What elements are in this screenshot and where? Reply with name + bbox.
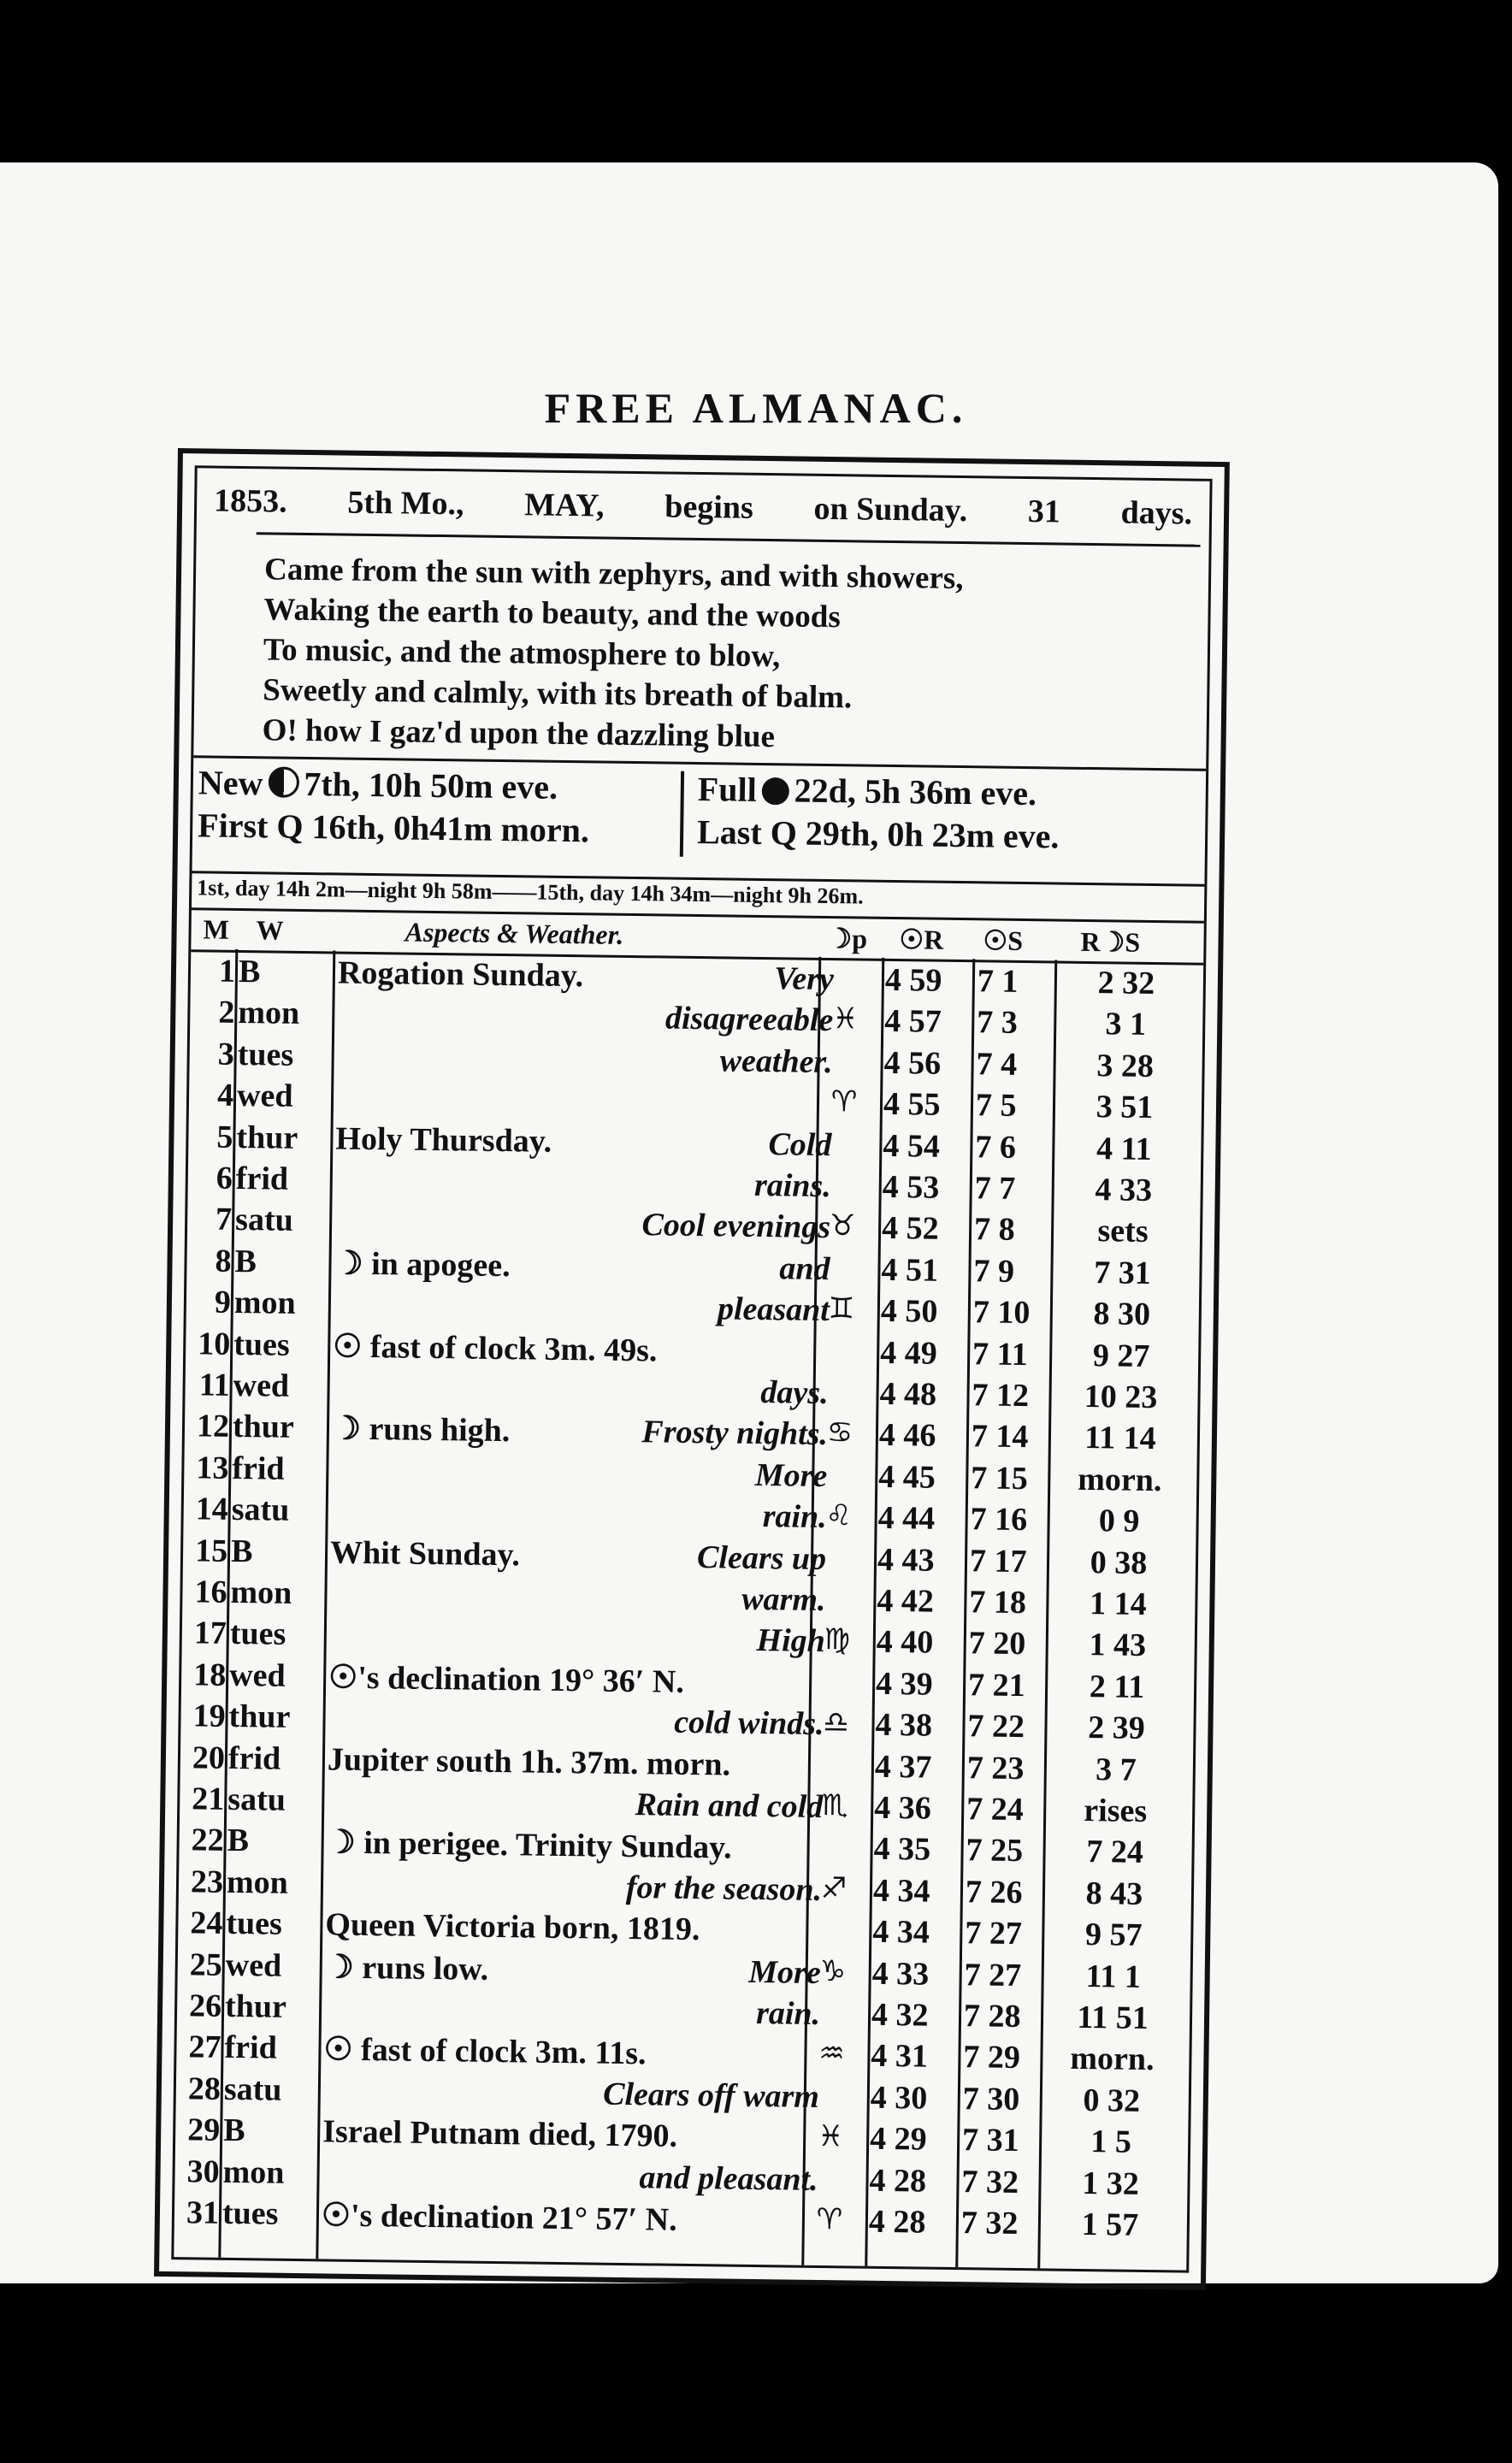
day-of-month: 12 [196,1408,230,1445]
moon-rises-sets: 11 14 [1084,1420,1156,1457]
poem-line: Came from the sun with zephyrs, and with showers, [263,552,964,597]
sun-sets: 7 25 [966,1832,1024,1869]
poem-line: Sweetly and calmly, with its breath of balm. [263,672,853,716]
full-moon-label: Full [697,769,758,809]
sun-rises: 4 48 [879,1375,937,1413]
aspect-note: ☽ in perigee. Trinity Sunday. [326,1824,732,1867]
aspect-note: ☉'s declination 19° 36′ N. [328,1659,685,1700]
moon-rises-sets: 3 1 [1105,1006,1147,1043]
day-of-week: tues [229,1615,286,1653]
zodiac-sign: ♋ [826,1415,853,1450]
sun-sets: 7 5 [975,1087,1017,1125]
sun-rises: 4 57 [884,1003,942,1041]
moon-rises-sets: 0 9 [1098,1503,1140,1540]
day-of-week: tues [237,1036,294,1073]
day-of-week: frid [235,1160,289,1197]
sun-rises: 4 37 [874,1748,932,1786]
zodiac-sign: ♈ [830,1084,858,1119]
new-moon-icon [268,766,298,797]
sun-rises: 4 36 [873,1789,932,1827]
weather-note: rain. [762,1498,827,1536]
day-of-week: satu [234,1202,294,1239]
header-moon-place: ☽p [827,922,868,954]
sun-sets: 7 14 [971,1418,1029,1456]
poem-line: Waking the earth to beauty, and the woods [263,592,842,635]
sun-rises: 4 31 [871,2038,929,2076]
header-moon-rises-sets: R☽S [1080,925,1141,958]
moon-rises-sets: 10 23 [1084,1378,1158,1416]
sun-rises: 4 38 [875,1706,933,1744]
zodiac-sign: ♓ [817,2119,844,2154]
sun-rises: 4 28 [869,2162,927,2200]
page-title: FREE ALMANAC. [544,384,968,432]
day-of-week: satu [227,1781,286,1818]
day-of-week: B [238,953,261,990]
aspect-note: ☽ runs high. [331,1410,511,1450]
sun-rises: 4 59 [884,961,942,999]
moon-rises-sets: 3 51 [1096,1089,1154,1126]
weather-note: rains. [753,1167,832,1205]
first-quarter [198,804,589,852]
sun-rises: 4 33 [871,1955,930,1993]
day-of-week: frid [232,1450,285,1487]
begins-day: on Sunday. [813,490,968,529]
day-of-week: thur [236,1119,298,1156]
zodiac-sign [811,1829,859,1830]
full-moon-icon [762,777,789,805]
moon-rises-sets: 9 57 [1084,1917,1143,1954]
day-of-week: wed [228,1657,286,1694]
moon-rises-sets: 1 57 [1081,2206,1139,2243]
day-of-month: 4 [216,1077,234,1114]
sun-rises: 4 49 [879,1334,937,1372]
moon-rises-sets: 11 1 [1085,1958,1142,1995]
day-of-month: 3 [217,1036,235,1072]
first-quarter-text: 16th, 0h41m morn. [311,807,590,850]
day-of-week: frid [227,1739,281,1777]
day-of-week: wed [233,1367,290,1404]
sun-sets: 7 8 [973,1211,1015,1249]
day-of-month: 23 [190,1863,224,1900]
day-of-week: B [222,2112,245,2149]
poem-line: O! how I gaz'd upon the dazzling blue [262,712,776,755]
sun-rises: 4 34 [872,1872,930,1910]
sun-rises: 4 53 [882,1168,940,1206]
moon-rises-sets: 1 43 [1089,1627,1147,1664]
moon-rises-sets: 2 32 [1097,965,1155,1002]
day-of-month: 28 [187,2070,221,2107]
day-of-month: 11 [198,1367,230,1403]
day-of-week: frid [224,2029,278,2067]
day-of-month: 19 [192,1698,226,1735]
sun-sets: 7 23 [966,1749,1025,1787]
sun-rises: 4 45 [878,1458,936,1496]
weather-note: More [754,1456,828,1494]
day-of-week: B [227,1822,250,1859]
sun-rises: 4 55 [883,1086,941,1123]
moon-rises-sets: 7 24 [1086,1834,1144,1871]
new-moon-text: 7th, 10h 50m eve. [304,764,558,806]
sun-sets: 7 10 [972,1294,1031,1332]
day-of-month: 29 [186,2112,221,2148]
weather-note: weather. [719,1042,833,1080]
sun-sets: 7 9 [973,1253,1015,1290]
sun-rises: 4 43 [877,1541,935,1579]
sun-rises: 4 40 [876,1624,934,1662]
day-of-week: wed [236,1078,293,1115]
sun-sets: 7 22 [967,1708,1025,1745]
year: 1853. [213,482,287,520]
sun-sets: 7 21 [967,1667,1025,1704]
sun-sets: 7 3 [977,1004,1019,1042]
day-of-week: satu [231,1491,290,1528]
sun-rises: 4 44 [877,1500,936,1537]
weather-note: Cold [768,1125,832,1163]
moon-rises-sets: 1 14 [1089,1586,1147,1622]
header-sun-sets: ☉S [983,924,1024,956]
moon-rises-sets: 4 11 [1096,1130,1152,1167]
aspect-note: ☽ runs low. [324,1948,489,1988]
sun-sets: 7 7 [974,1170,1016,1207]
weather-note: Cool evenings [641,1207,831,1246]
weather-note: Clears up [696,1539,827,1577]
weather-note: disagreeable [664,1000,834,1039]
sun-sets: 7 28 [963,1998,1021,2035]
day-of-week: mon [233,1285,296,1322]
sun-sets: 7 27 [964,1956,1022,1993]
zodiac-sign: ♈ [816,2201,843,2237]
sun-sets: 7 31 [961,2122,1019,2159]
zodiac-sign: ♊ [828,1291,855,1326]
day-of-month: 6 [216,1160,233,1196]
day-of-week: mon [230,1574,292,1611]
moon-rises-sets: 3 7 [1095,1751,1137,1788]
sun-rises: 4 29 [869,2120,927,2158]
aspect-note: Israel Putnam died, 1790. [322,2113,678,2154]
sun-rises: 4 46 [878,1417,936,1455]
last-quarter-label: Last Q [696,812,798,853]
weather-note: rain. [755,1995,821,2032]
sun-sets: 7 32 [960,2205,1019,2242]
moon-rises-sets: 9 27 [1092,1337,1150,1374]
zodiac-sign [812,1746,859,1747]
header-sun-rises: ☉R [899,924,944,955]
moon-rises-sets: rises [1084,1793,1148,1829]
moon-rises-sets: 8 30 [1093,1296,1151,1333]
day-of-month: 24 [190,1905,223,1942]
moon-phases [192,755,1206,886]
day-of-month: 22 [191,1822,224,1859]
zodiac-sign: ♑ [819,1953,847,1988]
sun-rises: 4 34 [872,1913,930,1951]
day-of-month: 16 [194,1574,227,1610]
weather-note: More [748,1953,822,1991]
sun-sets: 7 27 [965,1915,1023,1952]
day-of-month: 2 [218,995,235,1031]
aspect-note: ☉ fast of clock 3m. 11s. [323,2031,647,2072]
day-of-month: 8 [215,1243,232,1279]
weather-note: and [779,1250,830,1287]
aspect-note: ☉ fast of clock 3m. 49s. [332,1328,658,1369]
day-of-month: 21 [192,1781,225,1817]
sun-rises: 4 32 [871,1996,929,2034]
moon-rises-sets: 2 11 [1089,1668,1145,1705]
moon-rises-sets: 0 32 [1083,2082,1141,2119]
day-of-week: thur [232,1409,295,1446]
header-aspects: Aspects & Weather. [405,916,624,950]
moon-rises-sets: 8 43 [1085,1875,1143,1912]
day-of-week: tues [226,1905,283,1942]
last-quarter-text: 29th, 0h 23m eve. [805,813,1060,856]
aspect-note: Whit Sunday. [329,1534,521,1573]
weather-note: days. [760,1374,829,1412]
sun-rises: 4 30 [870,2079,928,2117]
moon-rises-sets: 11 51 [1077,1999,1149,2037]
day-of-month: 10 [198,1325,231,1362]
day-length: 1st, day 14h 2m—night 9h 58m——15th, day 14h 34m—night 9h 26m. [197,875,864,909]
day-of-month: 1 [218,953,236,989]
phases-right [697,768,1060,859]
last-quarter [697,811,1060,859]
sun-sets: 7 1 [977,963,1019,1000]
sun-sets: 7 15 [971,1460,1029,1497]
weather-note: Frosty nights. [641,1414,829,1453]
sun-rises: 4 56 [883,1044,942,1082]
sun-rises: 4 28 [868,2203,926,2241]
weather-note: Rain and cold [635,1787,824,1826]
zodiac-sign [818,1332,865,1333]
day-of-week: tues [233,1326,291,1363]
day-of-month: 20 [192,1739,226,1776]
day-of-week: satu [223,2070,282,2108]
day-of-month: 27 [188,2029,221,2066]
moon-rises-sets: 7 31 [1093,1254,1151,1291]
weather-note: Clears off warm [602,2076,820,2115]
zodiac-sign [812,1664,860,1665]
moon-rises-sets: 1 32 [1082,2165,1140,2202]
zodiac-sign: ♓ [831,1001,859,1037]
aspect-note: ☉'s declination 21° 57′ N. [321,2197,677,2238]
sun-sets: 7 6 [975,1128,1017,1166]
weather-note: Very [774,960,835,998]
day-of-week: thur [224,1988,287,2025]
zodiac-sign [810,1912,858,1913]
aspect-note: Rogation Sunday. [337,954,584,995]
sun-sets: 7 12 [972,1377,1030,1415]
zodiac-sign: ♒ [818,2036,845,2071]
sun-rises: 4 42 [877,1582,935,1620]
almanac-table-frame [154,448,1230,2290]
zodiac-sign: ♎ [823,1705,850,1740]
begins-word: begins [664,488,754,526]
day-of-week: B [230,1533,253,1569]
day-of-week: mon [238,995,300,1032]
zodiac-sign: ♉ [829,1208,856,1243]
sun-sets: 7 11 [972,1335,1028,1373]
almanac-table [171,465,1212,2272]
new-moon-label: New [198,763,263,803]
moon-rises-sets: 0 38 [1090,1544,1148,1581]
weather-note: cold winds. [674,1704,824,1743]
day-of-month: 5 [216,1119,233,1155]
day-of-week: mon [226,1863,289,1901]
full-moon-text: 22d, 5h 36m eve. [794,771,1037,813]
day-of-month: 14 [195,1491,229,1528]
days-label: days. [1120,494,1193,532]
moon-rises-sets: 4 33 [1095,1172,1153,1208]
phases-left [198,761,590,852]
day-of-month: 30 [186,2153,220,2190]
zodiac-sign: ♍ [824,1622,851,1657]
day-of-week: wed [225,1946,282,1984]
days-count: 31 [1027,493,1061,530]
day-of-month: 18 [192,1657,227,1693]
month-name: MAY, [524,487,605,524]
moon-rises-sets: 3 28 [1096,1047,1155,1084]
header-m: M [203,913,230,945]
aspect-note: Queen Victoria born, 1819. [325,1906,700,1948]
sun-sets: 7 29 [963,2039,1021,2076]
new-moon [198,761,590,809]
sun-sets: 7 20 [968,1625,1026,1663]
zodiac-sign: ♏ [821,1787,848,1823]
phase-divider [680,771,684,857]
sun-sets: 7 16 [970,1501,1028,1539]
weather-note: and pleasant. [639,2159,818,2198]
sun-sets: 7 4 [976,1046,1018,1083]
month-number: 5th Mo., [347,484,464,523]
weather-note: warm. [741,1580,826,1619]
aspect-note: Holy Thursday. [335,1120,552,1160]
moon-rises-sets: morn. [1077,1461,1162,1498]
zodiac-sign: ♐ [820,1870,848,1906]
moon-rises-sets: morn. [1070,2041,1155,2078]
day-of-month: 31 [186,2194,220,2231]
first-quarter-label: First Q [197,806,304,846]
weather-note: High [756,1622,826,1660]
day-of-month: 17 [193,1615,227,1652]
sun-rises: 4 52 [881,1210,939,1248]
day-of-week: tues [221,2194,279,2232]
day-of-month: 13 [196,1450,229,1486]
day-of-month: 25 [189,1946,223,1983]
full-moon [698,768,1060,816]
day-of-week: thur [228,1698,291,1736]
sun-sets: 7 26 [965,1873,1023,1911]
sun-rises: 4 35 [873,1831,931,1869]
header-w: W [256,914,284,946]
sun-sets: 7 32 [961,2163,1019,2200]
sun-rises: 4 50 [880,1293,938,1330]
poem [262,549,963,759]
sun-sets: 7 18 [969,1584,1027,1621]
sun-rises: 4 39 [875,1665,933,1703]
moon-rises-sets: 1 5 [1090,2123,1132,2160]
poem-line: To music, and the atmosphere to blow, [263,632,781,675]
day-of-week: mon [222,2153,285,2191]
moon-rises-sets: 2 39 [1087,1710,1146,1747]
sun-sets: 7 30 [962,2080,1020,2117]
sun-sets: 7 17 [969,1542,1027,1580]
zodiac-sign: ♌ [825,1498,853,1533]
moon-rises-sets: sets [1097,1213,1149,1250]
day-grid [174,948,1203,2270]
aspect-note: Jupiter south 1h. 37m. morn. [327,1741,731,1783]
day-of-month: 7 [215,1202,233,1238]
aspect-note: ☽ in apogee. [334,1245,511,1284]
weather-note: pleasant [717,1291,830,1329]
day-of-week: B [234,1243,257,1280]
day-of-month: 26 [188,1988,222,2024]
weather-note: for the season. [625,1869,823,1908]
sun-rises: 4 54 [883,1127,941,1165]
sun-rises: 4 51 [881,1251,939,1289]
day-of-month: 15 [194,1532,228,1569]
sun-sets: 7 24 [966,1791,1025,1828]
day-of-month: 9 [214,1284,232,1321]
